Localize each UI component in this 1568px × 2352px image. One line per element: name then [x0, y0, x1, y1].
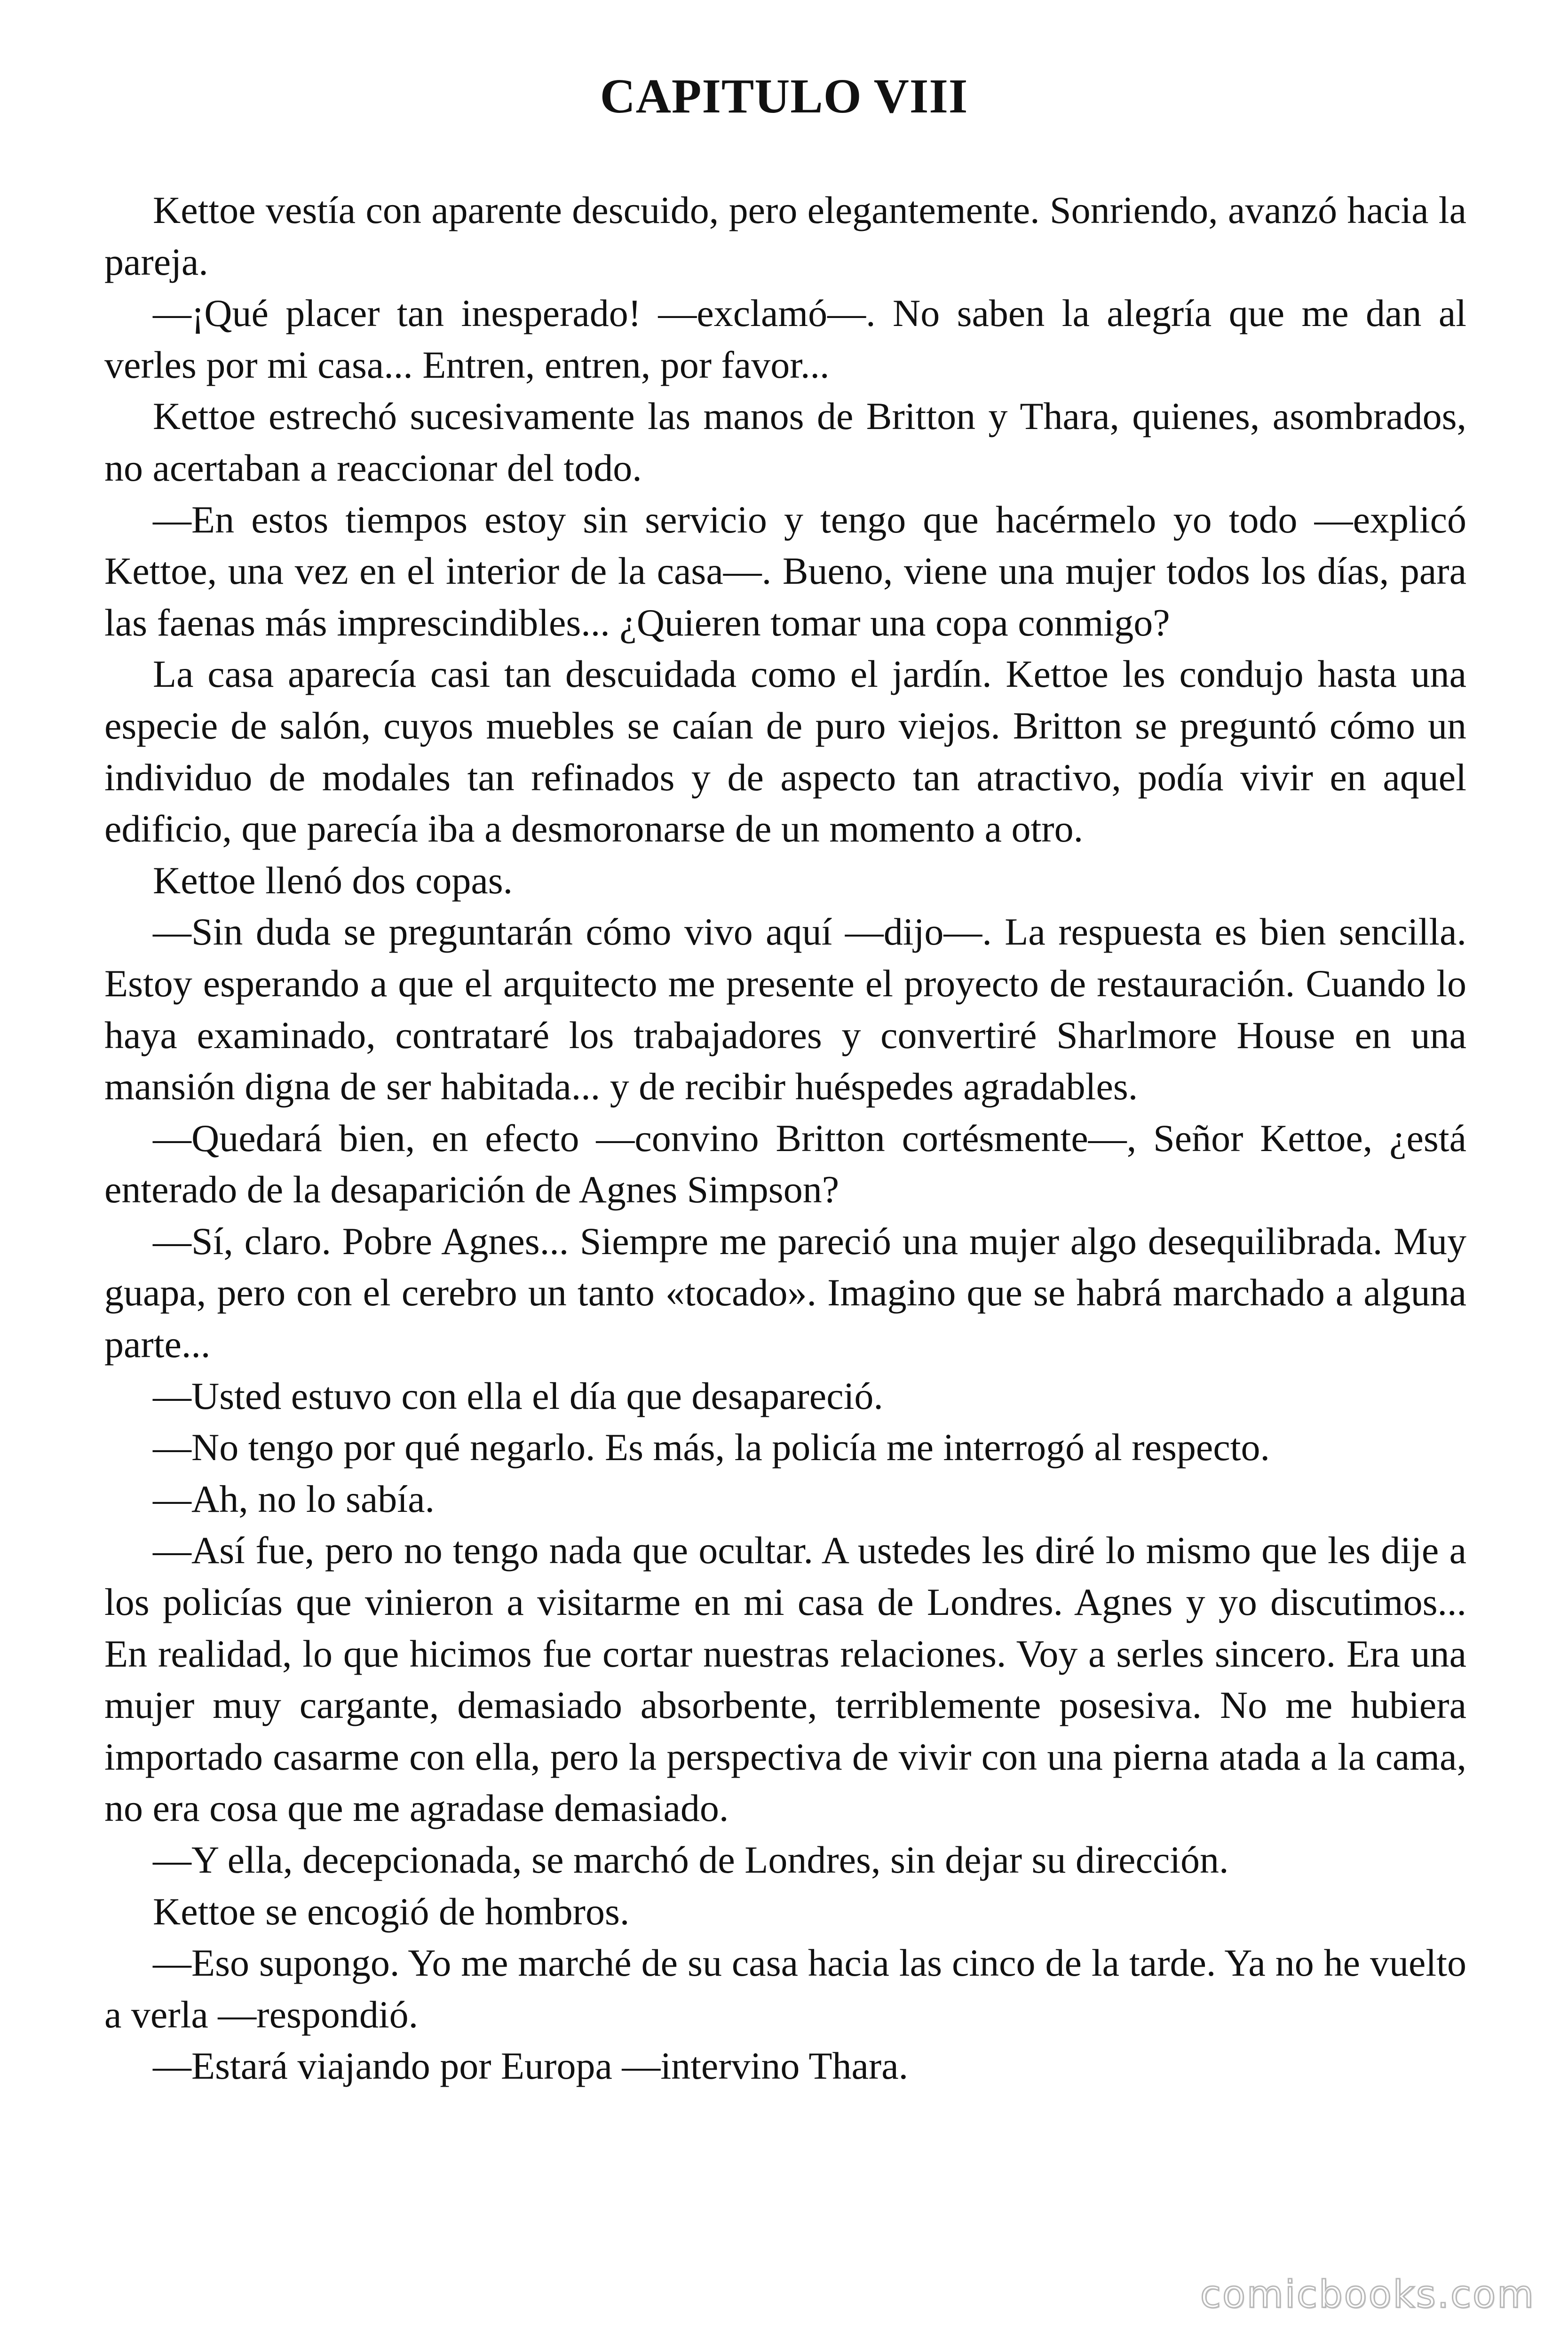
paragraph: Kettoe estrechó sucesivamente las manos de Britton y Thara, quienes, asombrados, no acertaban a reaccionar del todo.: [104, 395, 1466, 489]
paragraph: —Sin duda se preguntarán cómo vivo aquí —dijo—. La respuesta es bien sencilla. Estoy esperando a que el arquitecto me presente el proyecto de restauración. Cuando lo haya examinado, contrataré los trabajadores y convertiré Sharlmore House en una mansión digna de ser habitada... y de recibir huéspedes agradables.: [104, 910, 1466, 1108]
paragraph: Kettoe se encogió de hombros.: [153, 1890, 630, 1933]
paragraph: Kettoe llenó dos copas.: [153, 858, 513, 902]
paragraph: —Quedará bien, en efecto —convino Britton cortésmente—, Señor Kettoe, ¿está enterado de la desaparición de Agnes Simpson?: [104, 1116, 1466, 1211]
paragraph: —Eso supongo. Yo me marché de su casa hacia las cinco de la tarde. Ya no he vuelto a verla —respondió.: [104, 1941, 1466, 2036]
paragraph: La casa aparecía casi tan descuidada como el jardín. Kettoe les condujo hasta una especie de salón, cuyos muebles se caían de puro viejos. Britton se preguntó cómo un individuo de modales tan refinados y de aspecto tan atractivo, podía vivir en aquel edificio, que parecía iba a desmoronarse de un momento a otro.: [104, 652, 1466, 850]
chapter-body: [104, 184, 1466, 2092]
paragraph: —¡Qué placer tan inesperado! —exclamó—. No saben la alegría que me dan al verles por mi casa... Entren, entren, por favor...: [104, 292, 1466, 386]
paragraph: —Así fue, pero no tengo nada que ocultar. A ustedes les diré lo mismo que les dije a los policías que vinieron a visitarme en mi casa de Londres. Agnes y yo discutimos... En realidad, lo que hicimos fue cortar nuestras relaciones. Voy a serles sincero. Era una mujer muy cargante, demasiado absorbente, terriblemente posesiva. No me hubiera importado casarme con ella, pero la perspectiva de vivir con una pierna atada a la cama, no era cosa que me agradase demasiado.: [104, 1529, 1466, 1830]
paragraph: —En estos tiempos estoy sin servicio y tengo que hacérmelo yo todo —explicó Kettoe, una vez en el interior de la casa—. Bueno, viene una mujer todos los días, para las faenas más imprescindibles... ¿Quieren tomar una copa conmigo?: [104, 498, 1466, 644]
paragraph: Kettoe vestía con aparente descuido, pero elegantemente. Sonriendo, avanzó hacia la pareja.: [104, 189, 1466, 283]
paragraph: —Y ella, decepcionada, se marchó de Londres, sin dejar su dirección.: [153, 1838, 1229, 1881]
paragraph: —Sí, claro. Pobre Agnes... Siempre me pareció una mujer algo desequilibrada. Muy guapa, pero con el cerebro un tanto «tocado». Imagino que se habrá marchado a alguna parte...: [104, 1219, 1466, 1366]
paragraph: —Estará viajando por Europa —intervino Thara.: [153, 2044, 909, 2088]
paragraph: —Usted estuvo con ella el día que desapareció.: [153, 1374, 883, 1417]
paragraph: —Ah, no lo sabía.: [153, 1477, 435, 1520]
watermark-text: comicbooks.com: [1200, 2273, 1535, 2316]
paragraph: —No tengo por qué negarlo. Es más, la policía me interrogó al respecto.: [153, 1426, 1270, 1469]
chapter-title: CAPITULO VIII: [600, 69, 968, 123]
